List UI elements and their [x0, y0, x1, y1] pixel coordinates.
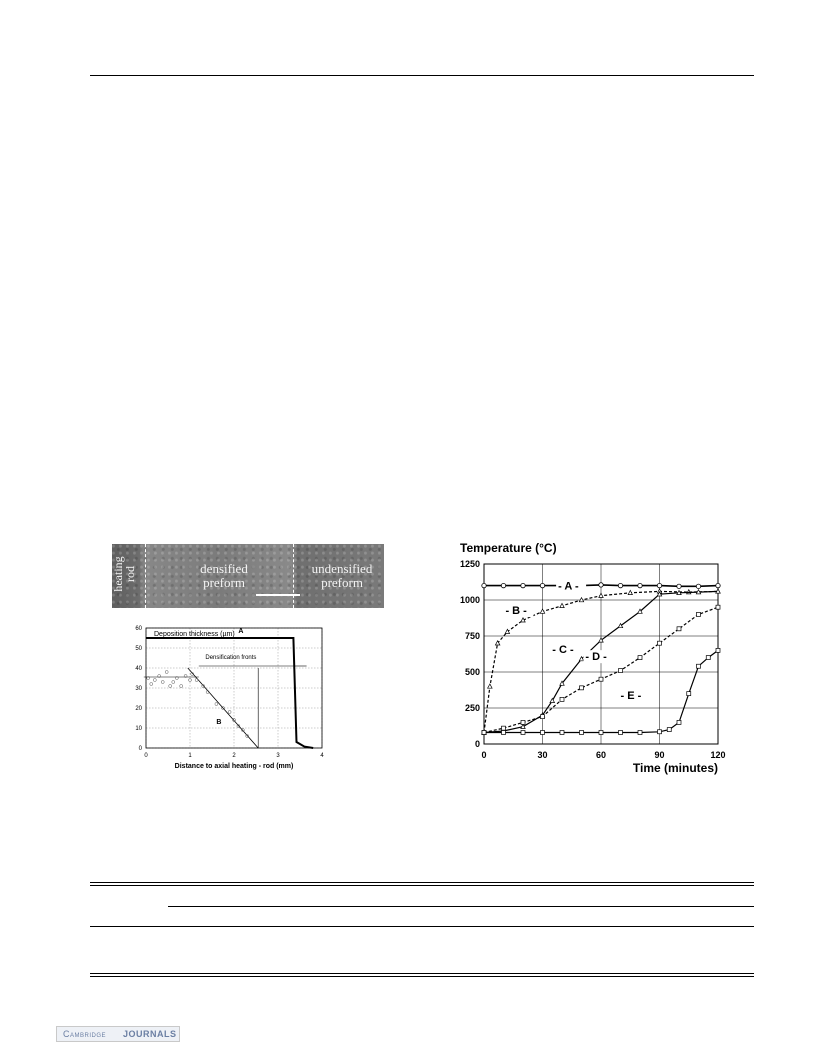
y-tick-label: 0	[138, 746, 142, 752]
table-bottom-rule-1	[90, 973, 754, 974]
series-point	[638, 583, 642, 587]
series-point	[677, 584, 681, 588]
deposition-point	[161, 681, 164, 684]
series-point	[687, 692, 691, 696]
y-tick-label: 1000	[459, 595, 480, 605]
series-point	[658, 641, 662, 645]
series-point	[501, 583, 505, 587]
series-point	[502, 726, 506, 730]
series-point	[560, 603, 564, 607]
deposition-point	[165, 671, 168, 674]
label-heating-rod: heating rod	[111, 556, 137, 592]
y-tick-label: 40	[135, 666, 142, 672]
series-point	[488, 684, 493, 688]
series-point	[521, 720, 525, 724]
series-label: - B -	[505, 605, 527, 618]
deposition-chart	[112, 608, 384, 776]
series-point	[482, 583, 486, 587]
x-tick-label: 30	[537, 750, 548, 760]
series-point	[677, 627, 681, 631]
series-point	[716, 648, 720, 652]
y-tick-label: 20	[135, 706, 142, 712]
x-tick-label: 3	[276, 753, 280, 759]
y-tick-label: 10	[135, 726, 142, 732]
series-label: - E -	[620, 690, 642, 703]
series-label: - A -	[558, 580, 579, 593]
series-point	[599, 583, 603, 587]
deposition-chart-title: Deposition thickness (µm)	[154, 631, 235, 638]
series-point	[716, 605, 720, 609]
series-B-label: B	[216, 719, 222, 726]
series-point	[541, 730, 545, 734]
deposition-point	[180, 685, 183, 688]
publisher-logo-left: Cambridge	[63, 1029, 107, 1039]
series-point	[658, 730, 662, 734]
x-tick-label: 0	[481, 750, 487, 760]
series-point	[677, 720, 681, 724]
series-point	[696, 584, 700, 588]
densification-fronts-label: Densification fronts	[205, 655, 257, 661]
deposition-point	[150, 683, 153, 686]
series-point	[560, 697, 564, 701]
series-A-label: A	[238, 628, 244, 635]
y-tick-label: 500	[464, 667, 480, 677]
series-label: - C -	[552, 643, 574, 656]
x-tick-label: 90	[654, 750, 665, 760]
table-header-rule	[168, 906, 754, 907]
x-tick-label: 0	[144, 753, 148, 759]
table-mid-rule	[90, 926, 754, 927]
series-point	[521, 583, 525, 587]
series-point	[580, 686, 584, 690]
series-point	[599, 593, 603, 597]
series-point	[502, 730, 506, 734]
series-point	[638, 730, 642, 734]
y-tick-label: 50	[135, 646, 142, 652]
series-point	[619, 669, 623, 673]
series-point	[580, 730, 584, 734]
x-tick-label: 120	[710, 750, 726, 760]
series-point	[667, 728, 671, 732]
series-point	[560, 730, 564, 734]
y-tick-label: 30	[135, 686, 142, 692]
series-point	[638, 656, 642, 660]
x-tick-label: 60	[595, 750, 607, 760]
series-point	[521, 730, 525, 734]
label-densified-preform: densified preform	[200, 561, 248, 590]
table-top-rule-2	[90, 885, 754, 886]
x-tick-label: 1	[188, 753, 192, 759]
y-tick-label: 750	[464, 631, 480, 641]
temperature-chart	[452, 536, 732, 780]
x-tick-label: 4	[320, 753, 324, 759]
series-point	[657, 583, 661, 587]
header-rule	[90, 75, 754, 76]
publisher-logo	[56, 1026, 180, 1042]
micrograph-image	[112, 544, 384, 608]
series-point	[541, 715, 545, 719]
y-tick-label: 250	[464, 703, 480, 713]
series-point	[619, 730, 623, 734]
deposition-x-label: Distance to axial heating - rod (mm)	[174, 763, 294, 770]
deposition-point	[215, 703, 218, 706]
series-point	[599, 677, 603, 681]
x-tick-label: 2	[232, 753, 236, 759]
series-point	[706, 656, 710, 660]
series-point	[697, 664, 701, 668]
series-point	[697, 612, 701, 616]
table-top-rule-1	[90, 882, 754, 883]
label-undensified-preform: undensified preform	[311, 561, 373, 590]
deposition-point	[228, 711, 231, 714]
boundary-front-dash	[293, 544, 294, 608]
series-point	[618, 583, 622, 587]
deposition-point	[153, 679, 156, 682]
deposition-point	[195, 679, 198, 682]
deposition-point	[169, 685, 172, 688]
series-point	[599, 730, 603, 734]
series-label: - D -	[585, 651, 607, 664]
figure-deposition	[112, 544, 384, 776]
scale-bar	[256, 594, 300, 596]
series-point	[716, 583, 720, 587]
deposition-point	[172, 681, 175, 684]
temperature-chart-title: Temperature (°C)	[460, 541, 557, 555]
y-tick-label: 0	[474, 739, 480, 749]
y-tick-label: 60	[135, 626, 142, 632]
temperature-x-label: Time (minutes)	[632, 761, 718, 775]
series-point	[482, 730, 486, 734]
series-point	[579, 598, 583, 602]
boundary-rod-dash	[145, 544, 146, 608]
table-bottom-rule-2	[90, 976, 754, 977]
series-point	[540, 583, 544, 587]
publisher-logo-right: JOURNALS	[123, 1029, 177, 1039]
y-tick-label: 1250	[459, 559, 480, 569]
